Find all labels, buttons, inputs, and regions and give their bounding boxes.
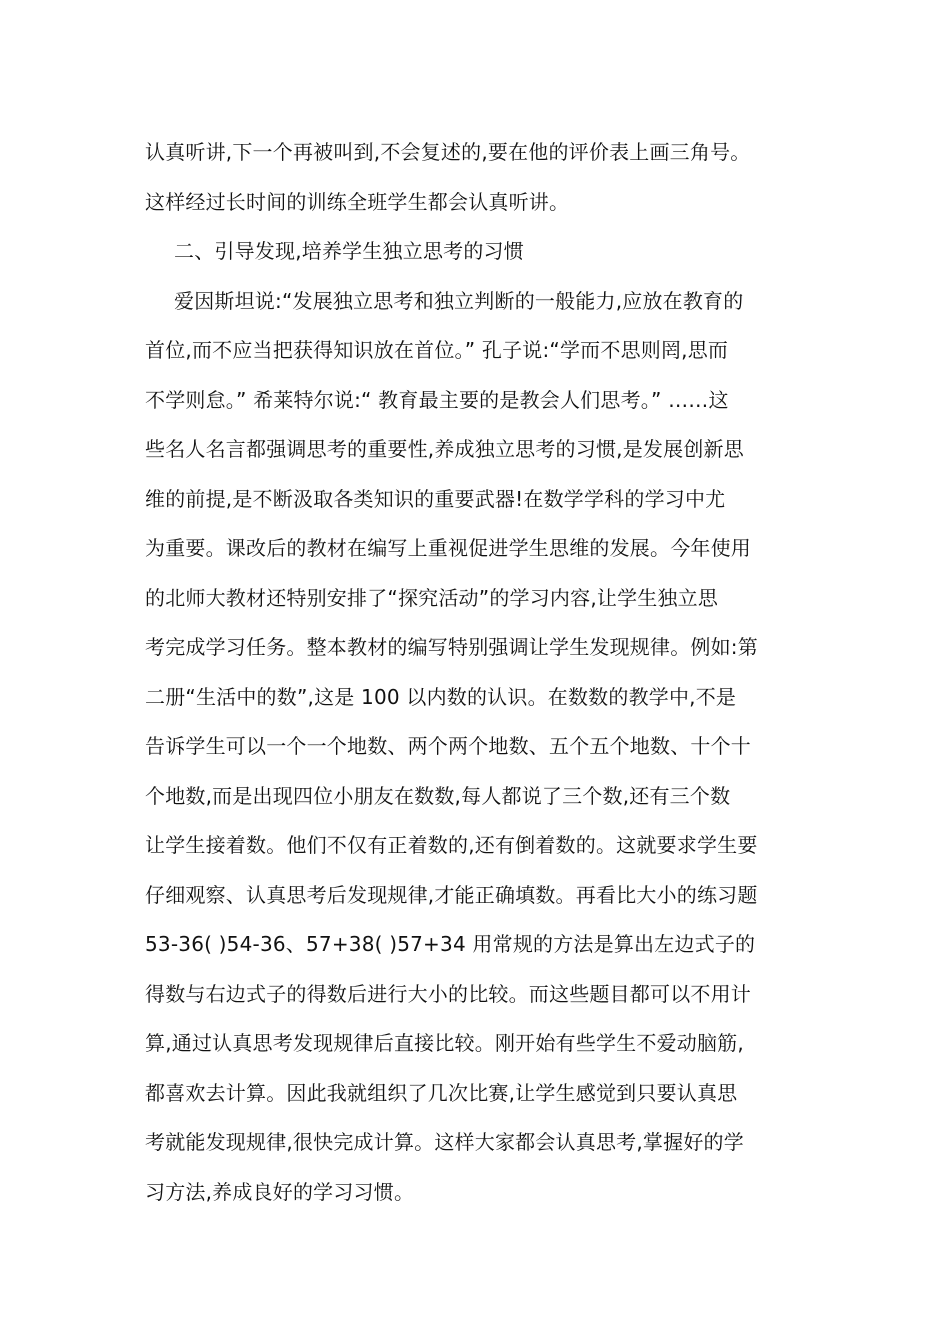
text-line: 得数与右边式子的得数后进行大小的比较。而这些题目都可以不用计 (145, 981, 751, 1006)
text-line: 认真听讲,下一个再被叫到,不会复述的,要在他的评价表上画三角号。 (145, 140, 751, 164)
text-line: 考完成学习任务。整本教材的编写特别强调让学生发现规律。例如:第 (145, 635, 758, 659)
text-line: 让学生接着数。他们不仅有正着数的,还有倒着数的。这就要求学生要 (145, 833, 758, 857)
text-line: 告诉学生可以一个一个地数、两个两个地数、五个五个地数、十个十 (145, 734, 751, 758)
paragraph-first-line: 爱因斯坦说:“发展独立思考和独立判断的一般能力,应放在教育的 (174, 288, 744, 313)
text-line: 53-36( )54-36、57+38( )57+34 用常规的方法是算出左边式子的 (145, 932, 756, 956)
text-line: 不学则怠。” 希莱特尔说:“ 教育最主要的是教会人们思考。” ……这 (145, 387, 729, 412)
text-line: 都喜欢去计算。因此我就组织了几次比赛,让学生感觉到只要认真思 (145, 1080, 738, 1105)
text-line: 仔细观察、认真思考后发现规律,才能正确填数。再看比大小的练习题 (145, 882, 758, 907)
text-line: 的北师大教材还特别安排了“探究活动”的学习内容,让学生独立思 (145, 585, 719, 610)
body-text (145, 128, 810, 1217)
text-line: 二册“生活中的数”,这是 100 以内数的认识。在数数的教学中,不是 (145, 684, 737, 709)
text-line: 首位,而不应当把获得知识放在首位。” 孔子说:“学而不思则罔,思而 (145, 338, 729, 362)
text-line: 些名人名言都强调思考的重要性,养成独立思考的习惯,是发展创新思 (145, 437, 744, 461)
text-line: 这样经过长时间的训练全班学生都会认真听讲。 (145, 189, 570, 214)
section-heading: 二、引导发现,培养学生独立思考的习惯 (174, 239, 524, 263)
text-line: 习方法,养成良好的学习习惯。 (145, 1179, 415, 1204)
text-line: 考就能发现规律,很快完成计算。这样大家都会认真思考,掌握好的学 (145, 1130, 744, 1154)
text-line: 维的前提,是不断汲取各类知识的重要武器!在数学学科的学习中尤 (145, 486, 726, 511)
text-line: 为重要。课改后的教材在编写上重视促进学生思维的发展。今年使用 (145, 536, 751, 560)
text-line: 个地数,而是出现四位小朋友在数数,每人都说了三个数,还有三个数 (145, 783, 731, 808)
text-line: 算,通过认真思考发现规律后直接比较。刚开始有些学生不爱动脑筋, (145, 1031, 744, 1055)
